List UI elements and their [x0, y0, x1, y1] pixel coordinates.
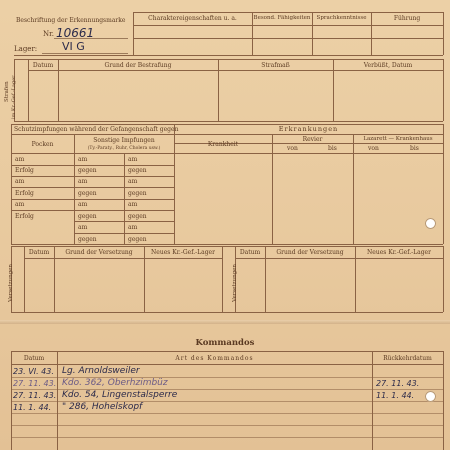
impf-mid-3: gegen [78, 190, 97, 197]
revier-von: von [287, 145, 298, 152]
impf-left-2: am [15, 178, 25, 185]
impf-right-6: am [128, 224, 138, 231]
impf-mid-1: gegen [78, 167, 97, 174]
col-sonstige-sub: (Ty.-Paraty., Ruhr, Cholera usw.) [87, 146, 161, 151]
nr-label: Nr. [43, 30, 54, 38]
lazarett-bis: bis [410, 145, 419, 152]
kdo-art-3: " 286, Hohelskopf [62, 402, 143, 412]
col-krankheit: Krankheit [207, 141, 239, 148]
revier-bis: bis [328, 145, 337, 152]
lager-label: Lager: [14, 45, 38, 53]
col-pocken: Pocken [31, 141, 54, 148]
vers-r-col-grund: Grund der Versetzung [276, 249, 344, 256]
kdo-datum-2: 27. 11. 43. [13, 391, 57, 400]
vers-l-col-lager: Neues Kr.-Gef.-Lager [151, 249, 215, 256]
impf-mid-5: gegen [78, 213, 97, 220]
impf-mid-7: gegen [78, 236, 97, 243]
impf-right-4: am [128, 201, 138, 208]
strafen-col-grund: Grund der Bestrafung [104, 62, 172, 69]
versetzungen-side-label-left: Versetzungen [8, 264, 14, 302]
kdo-art-0: Lg. Arnoldsweiler [62, 366, 140, 376]
col-charakter: Charaktereigenschaften u. a. [148, 15, 237, 22]
kdo-datum-1: 27. 11. 43. [13, 379, 57, 388]
strafen-col-verbuesst: Verbüßt, Datum [363, 62, 413, 69]
col-lazarett: Lazarett — Krankenhaus [363, 136, 433, 142]
impf-left-4: am [15, 201, 25, 208]
impf-right-1: gegen [128, 167, 147, 174]
punch-hole-upper [425, 218, 436, 229]
impf-right-5: gegen [128, 213, 147, 220]
kdo-datum-3: 11. 1. 44. [13, 403, 52, 412]
kdo-rueck-1: 27. 11. 43. [376, 379, 420, 388]
kdo-datum-0: 23. VI. 43. [13, 367, 54, 376]
fold-crease [0, 320, 450, 324]
impf-left-1: Erfolg [15, 167, 34, 174]
col-fuehrung: Führung [393, 15, 421, 22]
kommandos-title: Kommandos [195, 338, 255, 348]
col-sprachen: Sprachkenntnisse [316, 15, 367, 21]
strafen-col-strafmass: Strafmaß [261, 62, 290, 69]
impf-mid-6: am [78, 224, 88, 231]
impf-mid-2: am [78, 178, 88, 185]
erkrankungen-title: Erkrankungen [278, 125, 339, 133]
lager-value: VI G [62, 40, 85, 53]
kdo-col-art: Art des Kommandos [175, 355, 254, 362]
col-faehigkeiten: Besond. Fähigkeiten [253, 15, 311, 21]
kdo-rueck-2: 11. 1. 44. [376, 391, 415, 400]
kdo-art-1: Kdo. 362, Oberhzimbüz [62, 378, 168, 388]
vers-l-col-grund: Grund der Versetzung [65, 249, 133, 256]
punch-hole-lower [425, 391, 436, 402]
vers-l-col-datum: Datum [28, 249, 50, 256]
vers-r-col-datum: Datum [239, 249, 261, 256]
impf-right-2: am [128, 178, 138, 185]
beschriftung-label: Beschriftung der Erkennungsmarke [16, 17, 126, 24]
impfungen-title: Schutzimpfungen während der Gefangenschaft gegen [14, 126, 179, 133]
strafen-side-label: Strafen [4, 81, 10, 102]
impf-right-0: am [128, 156, 138, 163]
kdo-col-datum: Datum [23, 355, 45, 362]
strafen-col-datum: Datum [32, 62, 54, 69]
col-sonstige: Sonstige Impfungen [93, 137, 155, 144]
kdo-art-2: Kdo. 54, Lingenstalsperre [62, 390, 178, 400]
lazarett-von: von [368, 145, 379, 152]
strafen-side-sublabel: im Kr.-Gef.-Lager [11, 75, 17, 119]
impf-left-3: Erfolg [15, 190, 34, 197]
impf-right-7: gegen [128, 236, 147, 243]
impf-right-3: gegen [128, 190, 147, 197]
versetzungen-side-label-right: Versetzungen [232, 264, 238, 302]
vers-r-col-lager: Neues Kr.-Gef.-Lager [367, 249, 431, 256]
col-revier: Revier [302, 136, 323, 143]
impf-left-0: am [15, 156, 25, 163]
impf-left-5: Erfolg [15, 213, 34, 220]
prisoner-number: 10661 [56, 26, 95, 40]
impf-mid-0: am [78, 156, 88, 163]
impf-mid-4: am [78, 201, 88, 208]
kdo-col-rueck: Rückkehrdatum [383, 355, 432, 362]
